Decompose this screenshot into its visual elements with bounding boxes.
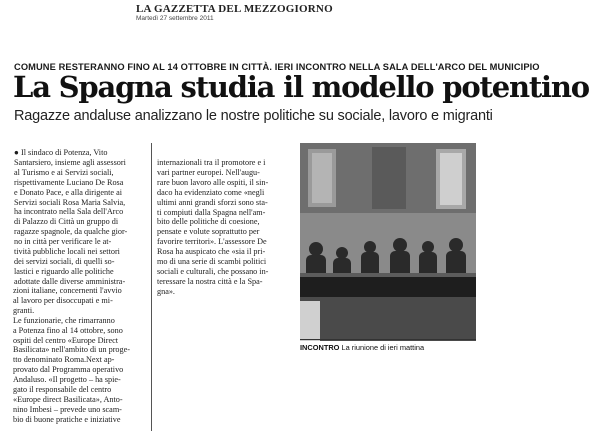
text-line: a Potenza fino al 14 ottobre, sono	[13, 325, 123, 335]
text-line: ha incontrato nella Sala dell'Arco	[14, 207, 124, 217]
text-line: ti compiuti dalla Spagna nell'am-	[157, 207, 266, 217]
text-line: gato il responsabile del centro	[13, 385, 112, 395]
masthead	[136, 3, 386, 22]
text-line: bito delle politiche di coesione,	[157, 217, 260, 227]
text-line: pensate e volute soprattutto per	[157, 227, 260, 237]
text-line: Basilicata» nell'ambito di un proge-	[13, 345, 130, 355]
caption-text: La riunione di ieri mattina	[341, 343, 425, 352]
text-line: zioni italiane, concernenti l'avvio	[13, 286, 122, 295]
text-line: rispettivamente Luciano De Rosa	[14, 177, 124, 187]
meeting-photo	[300, 143, 476, 341]
article-column-2	[13, 286, 149, 425]
article-subheadline: Ragazze andaluse analizzano le nostre politiche su sociale, lavoro e migranti	[14, 108, 493, 124]
text-line: «Europe direct Basilicata», Anto-	[13, 394, 123, 404]
text-line: sociali e culturali, che possano in-	[157, 266, 269, 276]
text-line: teressare la nostra città e la Spa-	[157, 276, 263, 286]
text-line: dei servizi sociali, di quelli so-	[14, 256, 115, 266]
article-column-1	[14, 148, 147, 287]
article-kicker: COMUNE RESTERANNO FINO AL 14 OTTOBRE IN CITTÀ. IERI INCONTRO NELLA SALA DELL'ARCO DEL MUNICIPIO	[14, 62, 540, 72]
article-column-3	[157, 158, 296, 297]
caption-label: INCONTRO	[300, 343, 340, 352]
text-line: tto denominato Roma.Next ap-	[13, 355, 115, 365]
text-line: no in città per verificare le at-	[14, 237, 112, 247]
text-line: daco ha evidenziato come «negli	[157, 187, 265, 197]
masthead-title: LA GAZZETTA DEL MEZZOGIORNO	[136, 3, 333, 15]
text-line: gna».	[157, 286, 175, 296]
text-line: bio di buone pratiche e iniziative	[13, 414, 121, 424]
text-line: adottate dalle diverse amministra-	[14, 276, 126, 286]
text-line: mo di una serie di scambi politici	[157, 257, 267, 267]
text-line: Rosa ha auspicato che «sia il pri-	[157, 247, 266, 257]
text-line: al Turismo e ai Servizi sociali,	[14, 167, 114, 177]
text-line: lastici e riguardo alle politiche	[14, 266, 114, 276]
photo-caption	[300, 343, 485, 352]
text-line: ultimi anni grandi sforzi sono sta-	[157, 197, 268, 207]
text-line: ragazze spagnole, da qualche gior-	[14, 227, 128, 237]
text-line: di Palazzo di Città un gruppo di	[14, 217, 119, 227]
text-line: internazionali tra il promotore e i	[157, 158, 266, 167]
text-line: favorire territori». L'assessore De	[157, 237, 267, 247]
text-line: Servizi sociali Rosa Maria Salvia,	[14, 197, 126, 207]
text-line: provato dal Programma operativo	[13, 365, 124, 375]
text-line: vari partner europei. Nell'augu-	[157, 167, 260, 177]
column-divider	[151, 143, 152, 431]
caption-rule	[300, 339, 476, 340]
text-line: rare buon lavoro alle ospiti, il sin-	[157, 177, 269, 187]
text-line: Andaluso. «Il progetto – ha spie-	[13, 375, 121, 385]
text-line: tività pubbliche locali nei settori	[14, 247, 120, 257]
text-line: granti.	[13, 305, 35, 315]
text-line: ● Il sindaco di Potenza, Vito	[14, 148, 108, 157]
text-line: nino Imbesi – prevede uno scam-	[13, 404, 122, 414]
masthead-date: Martedì 27 settembre 2011	[136, 15, 214, 22]
text-line: al lavoro per disoccupati e mi-	[13, 295, 113, 305]
text-line: ospiti del centro «Europe Direct	[13, 335, 119, 345]
text-line: e Donato Pace, e alla dirigente ai	[14, 187, 122, 197]
text-line: Le funzionarie, che rimarranno	[13, 315, 115, 325]
article-headline: La Spagna studia il modello potentino	[13, 70, 589, 104]
text-line: Santarsiero, insieme agli assessori	[14, 157, 126, 167]
